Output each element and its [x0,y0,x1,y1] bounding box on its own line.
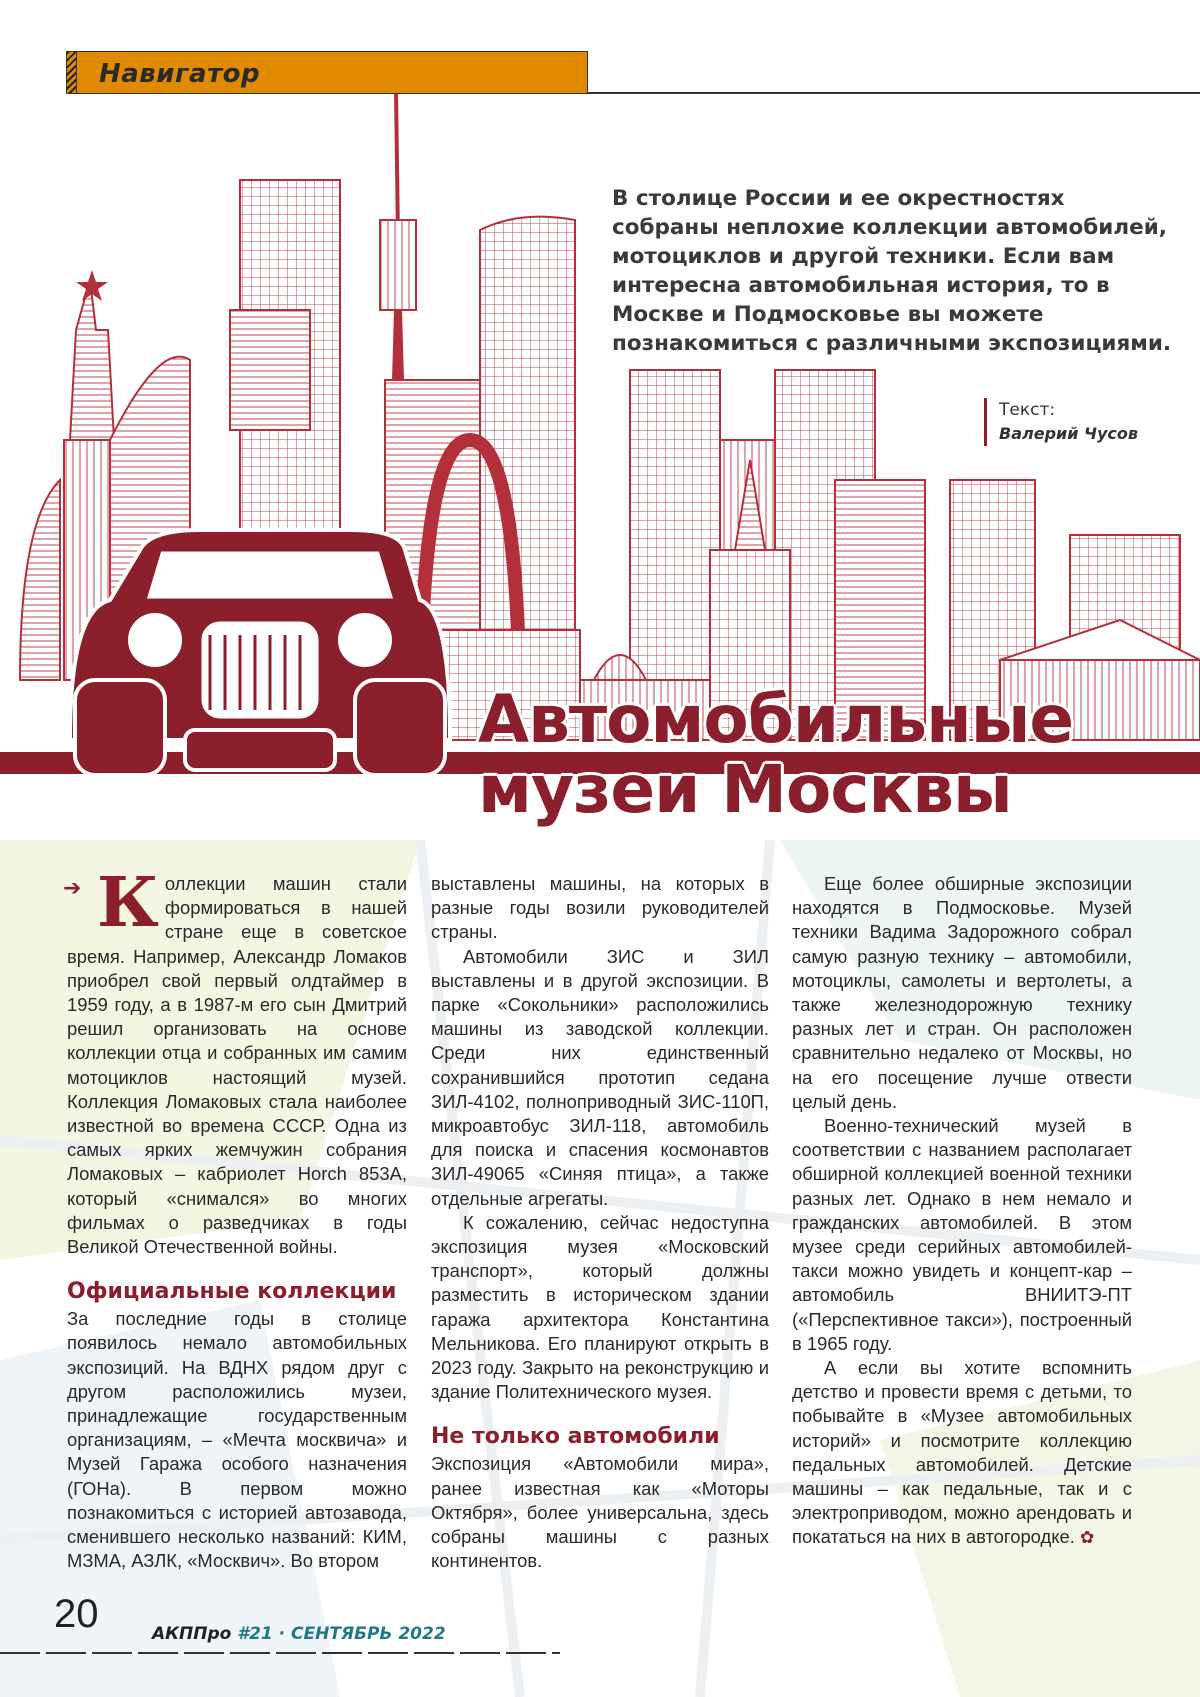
article-title [478,681,1178,828]
subheading-not-only-cars: Не только автомобили [431,1424,720,1450]
footer-rule [0,1652,560,1654]
article-column-3 [792,872,1132,1551]
intro-lead: В столице России и ее окрестностях собраны неплохие коллекции автомобилей, мотоциклов и другой техники. Если вам интересна автомобильная история, то в Москве и Подмосковье вы можете познакомиться с различными экспозициями. [612,186,1172,356]
page-number: 20 [54,1592,99,1636]
article-column-2 [431,872,769,1573]
drop-cap: К [97,863,159,943]
hatch-decoration [67,52,77,93]
paragraph: Экспозиция «Автомобили мира», ранее известная как «Моторы Октября», более универсальна, здесь собраны машины с разных континентов. [431,1453,769,1572]
credit-label: Текст: [999,400,1056,420]
paragraph: За последние годы в столице появилось немало автомобильных экспозиций. На ВДНХ рядом друг с другом расположились музеи, принадлежащие государственным организациям, – «Мечта москвича» и Музей Гаража особого назначения (ГОНа). В первом можно познакомиться с историей автозавода, сменившего несколько названий: КИМ, МЗМА, АЗЛК, «Москвич». Во втором [67,1308,407,1572]
paragraph: оллекции машин стали формироваться в нашей стране еще в советское время. Например, Александр Ломаков приобрел свой первый олдтаймер в 1959 году, а в 1987-м его сын Дмитрий решил организовать на основе коллекции отца и собранных им самим мотоциклов настоящий музей. Коллекция Ломаковых стала наиболее известной во времена СССР. Одна из самых ярких жемчужин собрания Ломаковых – кабриолет Horch 853A, который «снимался» во многих фильмах о разведчиках в годы Великой Отечественной войны. [67,873,407,1258]
section-label-bar [66,51,588,94]
article-column-1 [63,863,407,1573]
paragraph: Военно-технический музей в соответствии с названием располагает обширной коллекцией военной техники разных лет. Однако в нем немало и гражданских автомобилей. В этом музее среди серийных автомобилей-такси можно увидеть и концепт-кар – автомобиль ВНИИТЭ-ПТ («Перспективное такси»), построенный в 1965 году. [792,1115,1132,1354]
magazine-footer [152,1624,446,1644]
credit-author: Валерий Чусов [999,424,1138,443]
section-label: Навигатор [99,59,261,89]
paragraph: выставлены машины, на которых в разные годы возили руководителей страны. [431,873,769,943]
paragraph [792,1356,1132,1551]
title-line-2: музеи Москвы [478,751,1012,828]
issue-info: #21 · СЕНТЯБРЬ 2022 [237,1624,446,1644]
gear-icon: ✿ [1079,1528,1095,1548]
header-rule [588,92,1200,94]
lead-paragraph [63,863,407,1259]
magazine-name: АКППро [152,1624,232,1644]
subheading-official-collections: Официальные коллекции [67,1279,397,1305]
title-line-1: Автомобильные [478,681,1074,758]
paragraph: К сожалению, сейчас недоступна экспозиция музея «Московский транспорт», который должны разместить в историческом здании гаража архитектора Константина Мельникова. Его планируют открыть в 2023 году. Закрыто на реконструкцию и здание Политехнического музея. [431,1211,769,1403]
paragraph: Еще более обширные экспозиции находятся в Подмосковье. Музей техники Вадима Задорожного собрал самую разную технику – автомобили, мотоциклы, самолеты и вертолеты, а также железнодорожную технику разных лет и стран. Он расположен сравнительно недалеко от Москвы, но на его посещение лучше отвести целый день. [792,873,1132,1112]
byline [984,398,1138,446]
paragraph-text: А если вы хотите вспомнить детство и провести время с детьми, то побывайте в «Музее автомобильных историй» и посмотрите коллекцию педальных автомобилей. Детские машины – как педальные, так и с электроприводом, можно арендовать и покататься на них в автогородке. [792,1357,1132,1548]
paragraph: Автомобили ЗИС и ЗИЛ выставлены и в другой экспозиции. В парке «Сокольники» расположились машины из заводской коллекции. Среди них единственный сохранившийся прототип седана ЗИЛ-4102, полноприводный ЗИС-110П, микроавтобус ЗИЛ-118, автомобиль для поиска и спасения космонавтов ЗИЛ-49065 «Синяя птица», а также отдельные агрегаты. [431,945,769,1209]
arrow-right-icon: ➔ [63,876,82,901]
